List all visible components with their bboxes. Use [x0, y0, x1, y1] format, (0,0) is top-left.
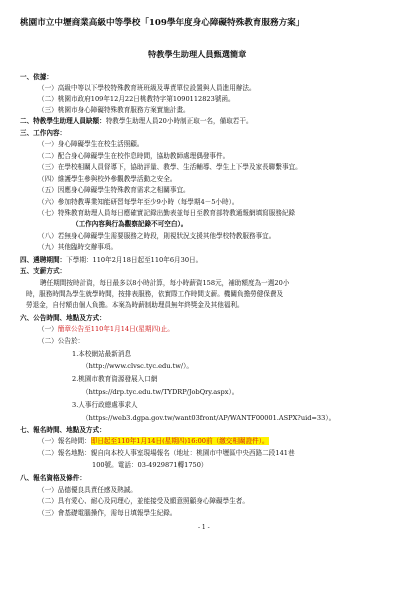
- item-3-8: （八）若無身心障礙學生需要服務之時段，則視狀況支援其他學校特教服務事宜。: [38, 232, 276, 240]
- location-2-url: （https://drp.tyc.edu.tw/TYDRP/JobQry.aspx）。: [82, 388, 239, 396]
- section-heading-2-label: 二、特教學生助理人員缺額：: [20, 117, 106, 125]
- item-8-1: （一）品德優良具責任感及熱誠。: [38, 486, 137, 494]
- item-8-3: （三）會基礎電腦操作，需每日填報學生紀錄。: [38, 509, 177, 517]
- announce-location-label: （二）公告於：: [38, 337, 85, 345]
- item-3-7: （七）特殊教育助理人員每日應確實記錄出勤表並每日至教育部特教通報網填寫服務紀錄: [38, 209, 296, 217]
- page-number: - 1 -: [198, 524, 210, 531]
- section-heading-3: 三、工作內容：: [20, 129, 67, 137]
- section-heading-6: 六、公告時間、地點及方式：: [20, 314, 106, 322]
- item-3-5: （五）因應身心障礙學生特殊教育需求之相關事宜。: [38, 186, 190, 194]
- item-1-2: （二）桃園市政府109年12月22日桃教特字第1090112823號函。: [38, 95, 235, 103]
- item-3-3: （三）在學校相關人員督導下，協助評量、教學、生活輔導、學生上下學及家長聯繫事宜。: [38, 163, 302, 171]
- signup-time: [38, 437, 269, 446]
- location-1-name: 1.本校網站最新消息: [72, 350, 132, 358]
- section-heading-4: [20, 256, 202, 265]
- location-2-name: 2.桃園市教育資源發展入口網: [72, 375, 158, 383]
- item-1-3: （三）桃園市身心障礙特殊教育服務方案實施計畫。: [38, 106, 190, 114]
- section-4-text: 下學期：110年2月18日起至110年6月30日。: [66, 256, 203, 264]
- announce-period: [38, 325, 174, 334]
- section-heading-1: 一、依據：: [20, 73, 53, 81]
- section-2-text: 特教學生助理人員20小時制正取一名，備取若干。: [105, 117, 253, 125]
- section-5-line-2: 時，服務時間為學生就學時間，按排表服務，依實際工作時間支薪。機關負擔勞健保費及: [26, 290, 284, 298]
- item-3-1: （一）身心障礙學生在校生活照顧。: [38, 140, 144, 148]
- document-title: 桃園市立中壢商業高級中等學校「109學年度身心障礙特殊教育服務方案」: [20, 18, 305, 28]
- location-1-url: （http://www.clvsc.tyc.edu.tw/）。: [82, 362, 194, 370]
- item-3-6: （六）參加特教專業知能研習每學年至少9小時（每學期4－5小時）。: [38, 198, 239, 206]
- section-heading-8: 八、報名資格及條件：: [20, 474, 86, 482]
- announce-prefix: （一）: [38, 325, 58, 333]
- section-heading-4-label: 四、遴聘期間：: [20, 256, 67, 264]
- announce-period-value: 簡章公告至110年1月14日(星期四)止。: [57, 325, 174, 333]
- item-3-9: （九）其他臨時交辦事項。: [38, 243, 118, 251]
- item-3-2: （二）配合身心障礙學生在校作息時間，協助教師處理偶發事件。: [38, 152, 230, 160]
- section-5-line-1: 聘任期間按時計資，每日最多以8小時計算，每小時薪資158元，補助額度為一週20小: [40, 279, 290, 287]
- signup-time-prefix: （一）報名時間：: [38, 437, 91, 445]
- signup-time-value: 即日起至110年1月14日(星期四)16:00前（繳交相關證件）。: [90, 437, 269, 445]
- section-5-line-3: 勞退金，自付額由個人負擔。本案為時薪制助理員無年終獎金及其他福利。: [26, 301, 244, 309]
- location-3-url: （https://web3.dgpa.gov.tw/want03front/AP/WANTF00001.ASPX?uid=33）。: [82, 414, 336, 422]
- document-subtitle: 特教學生助理人員甄選簡章: [148, 49, 247, 59]
- item-8-2: （二）具有愛心、耐心及同理心，並能接受及願意照顧身心障礙學生者。: [38, 497, 249, 505]
- item-3-4: （四）維護學生參與校外參觀教學活動之安全。: [38, 175, 177, 183]
- signup-location-cont: 100號。電話：03-4929871轉1750）: [92, 461, 208, 469]
- signup-location: （二）報名地點：親自向本校人事室現場報名（地址：桃園市中壢區中央西路二段141巷: [38, 449, 295, 457]
- item-3-7-note: （工作內容與行為觀察記錄不可空白）。: [72, 220, 188, 228]
- location-3-name: 3.人事行政總處事求人: [72, 401, 138, 409]
- section-heading-7: 七、報名時間、地點及方式：: [20, 426, 106, 434]
- section-heading-2: [20, 117, 253, 126]
- section-heading-5: 五、支薪方式：: [20, 267, 67, 275]
- item-1-1: （一）高級中等以下學校特殊教育班班級及專責單位設置與人員進用辦法。: [38, 84, 256, 92]
